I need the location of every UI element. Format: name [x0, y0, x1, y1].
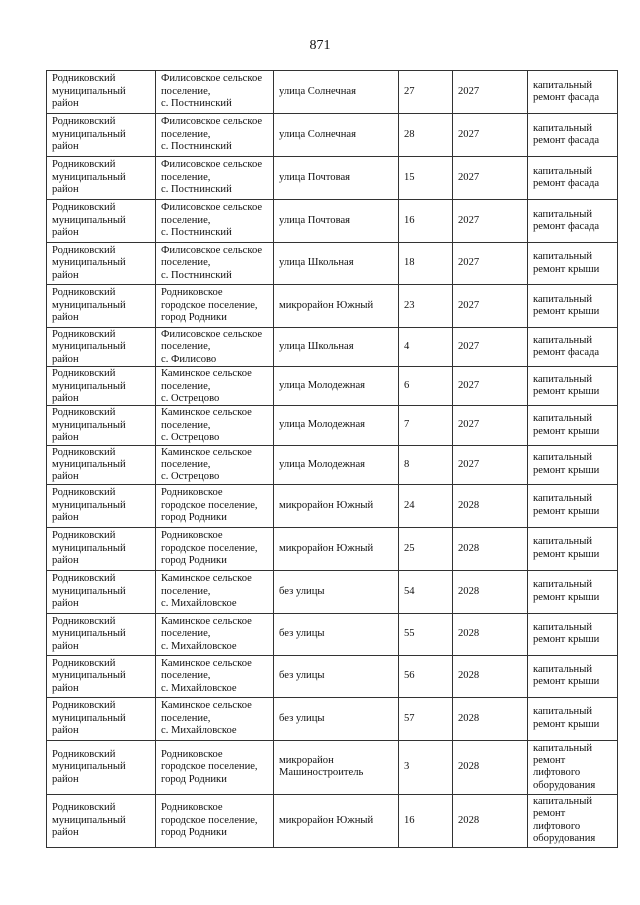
street-cell: без улицы — [274, 613, 399, 655]
work-type-cell: капитальный ремонт фасада — [528, 328, 618, 367]
street-cell: улица Школьная — [274, 328, 399, 367]
house-number-cell: 18 — [399, 243, 453, 285]
year-cell: 2028 — [453, 794, 528, 847]
work-type-cell: капитальный ремонт крыши — [528, 484, 618, 527]
street-cell: микрорайон Южный — [274, 794, 399, 847]
settlement-cell: Родниковское городское поселение, город Родники — [156, 285, 274, 328]
year-cell: 2027 — [453, 285, 528, 328]
work-type-cell: капитальный ремонт крыши — [528, 697, 618, 740]
work-type-cell: капитальный ремонт крыши — [528, 367, 618, 406]
settlement-cell: Каминское сельское поселение, с. Острецово — [156, 406, 274, 445]
table-row — [47, 655, 618, 697]
house-number-cell: 27 — [399, 71, 453, 114]
house-number-cell: 24 — [399, 484, 453, 527]
table-row — [47, 285, 618, 328]
year-cell: 2027 — [453, 406, 528, 445]
table-row — [47, 200, 618, 243]
house-number-cell: 7 — [399, 406, 453, 445]
street-cell: микрорайон Южный — [274, 527, 399, 570]
house-number-cell: 6 — [399, 367, 453, 406]
district-cell: Родниковский муниципальный район — [47, 243, 156, 285]
house-number-cell: 23 — [399, 285, 453, 328]
street-cell: улица Молодежная — [274, 406, 399, 445]
district-cell: Родниковский муниципальный район — [47, 740, 156, 794]
house-number-cell: 54 — [399, 570, 453, 613]
repair-schedule-table — [46, 70, 618, 848]
table-row — [47, 697, 618, 740]
table-row — [47, 114, 618, 157]
table-row — [47, 570, 618, 613]
district-cell: Родниковский муниципальный район — [47, 655, 156, 697]
table-row — [47, 328, 618, 367]
district-cell: Родниковский муниципальный район — [47, 613, 156, 655]
house-number-cell: 56 — [399, 655, 453, 697]
table-row — [47, 243, 618, 285]
year-cell: 2028 — [453, 527, 528, 570]
house-number-cell: 57 — [399, 697, 453, 740]
year-cell: 2027 — [453, 157, 528, 200]
work-type-cell: капитальный ремонт фасада — [528, 200, 618, 243]
house-number-cell: 28 — [399, 114, 453, 157]
year-cell: 2028 — [453, 697, 528, 740]
street-cell: микрорайон Южный — [274, 484, 399, 527]
settlement-cell: Родниковское городское поселение, город Родники — [156, 794, 274, 847]
table-row — [47, 740, 618, 794]
settlement-cell: Филисовское сельское поселение, с. Филисово — [156, 328, 274, 367]
settlement-cell: Родниковское городское поселение, город Родники — [156, 527, 274, 570]
table-row — [47, 406, 618, 445]
street-cell: без улицы — [274, 570, 399, 613]
settlement-cell: Каминское сельское поселение, с. Михайловское — [156, 570, 274, 613]
work-type-cell: капитальный ремонт лифтового оборудования — [528, 794, 618, 847]
year-cell: 2027 — [453, 243, 528, 285]
table-row — [47, 484, 618, 527]
page-number: 871 — [309, 38, 331, 53]
table-row — [47, 613, 618, 655]
settlement-cell: Филисовское сельское поселение, с. Постнинский — [156, 71, 274, 114]
work-type-cell: капитальный ремонт фасада — [528, 71, 618, 114]
year-cell: 2027 — [453, 328, 528, 367]
work-type-cell: капитальный ремонт крыши — [528, 655, 618, 697]
street-cell: микрорайон Южный — [274, 285, 399, 328]
street-cell: улица Школьная — [274, 243, 399, 285]
work-type-cell: капитальный ремонт крыши — [528, 243, 618, 285]
house-number-cell: 8 — [399, 445, 453, 484]
settlement-cell: Филисовское сельское поселение, с. Постнинский — [156, 243, 274, 285]
work-type-cell: капитальный ремонт крыши — [528, 527, 618, 570]
street-cell: улица Солнечная — [274, 114, 399, 157]
year-cell: 2028 — [453, 655, 528, 697]
year-cell: 2028 — [453, 613, 528, 655]
settlement-cell: Филисовское сельское поселение, с. Постнинский — [156, 157, 274, 200]
settlement-cell: Каминское сельское поселение, с. Михайловское — [156, 613, 274, 655]
settlement-cell: Каминское сельское поселение, с. Михайловское — [156, 655, 274, 697]
district-cell: Родниковский муниципальный район — [47, 484, 156, 527]
house-number-cell: 3 — [399, 740, 453, 794]
street-cell: улица Почтовая — [274, 200, 399, 243]
district-cell: Родниковский муниципальный район — [47, 114, 156, 157]
settlement-cell: Каминское сельское поселение, с. Острецово — [156, 367, 274, 406]
settlement-cell: Родниковское городское поселение, город Родники — [156, 740, 274, 794]
district-cell: Родниковский муниципальный район — [47, 328, 156, 367]
table-row — [47, 157, 618, 200]
district-cell: Родниковский муниципальный район — [47, 200, 156, 243]
settlement-cell: Каминское сельское поселение, с. Михайловское — [156, 697, 274, 740]
district-cell: Родниковский муниципальный район — [47, 570, 156, 613]
table-row — [47, 71, 618, 114]
table-row — [47, 527, 618, 570]
house-number-cell: 16 — [399, 794, 453, 847]
year-cell: 2028 — [453, 484, 528, 527]
work-type-cell: капитальный ремонт крыши — [528, 613, 618, 655]
house-number-cell: 25 — [399, 527, 453, 570]
district-cell: Родниковский муниципальный район — [47, 527, 156, 570]
district-cell: Родниковский муниципальный район — [47, 367, 156, 406]
district-cell: Родниковский муниципальный район — [47, 285, 156, 328]
street-cell: микрорайон Машиностроитель — [274, 740, 399, 794]
district-cell: Родниковский муниципальный район — [47, 71, 156, 114]
work-type-cell: капитальный ремонт фасада — [528, 157, 618, 200]
house-number-cell: 4 — [399, 328, 453, 367]
work-type-cell: капитальный ремонт фасада — [528, 114, 618, 157]
work-type-cell: капитальный ремонт крыши — [528, 570, 618, 613]
settlement-cell: Родниковское городское поселение, город Родники — [156, 484, 274, 527]
district-cell: Родниковский муниципальный район — [47, 794, 156, 847]
settlement-cell: Каминское сельское поселение, с. Острецово — [156, 445, 274, 484]
table-row — [47, 367, 618, 406]
district-cell: Родниковский муниципальный район — [47, 445, 156, 484]
year-cell: 2027 — [453, 114, 528, 157]
year-cell: 2027 — [453, 445, 528, 484]
settlement-cell: Филисовское сельское поселение, с. Постнинский — [156, 200, 274, 243]
house-number-cell: 16 — [399, 200, 453, 243]
year-cell: 2028 — [453, 740, 528, 794]
year-cell: 2027 — [453, 367, 528, 406]
district-cell: Родниковский муниципальный район — [47, 157, 156, 200]
work-type-cell: капитальный ремонт крыши — [528, 285, 618, 328]
work-type-cell: капитальный ремонт крыши — [528, 406, 618, 445]
street-cell: улица Молодежная — [274, 445, 399, 484]
district-cell: Родниковский муниципальный район — [47, 697, 156, 740]
house-number-cell: 55 — [399, 613, 453, 655]
house-number-cell: 15 — [399, 157, 453, 200]
street-cell: улица Молодежная — [274, 367, 399, 406]
work-type-cell: капитальный ремонт крыши — [528, 445, 618, 484]
year-cell: 2027 — [453, 200, 528, 243]
year-cell: 2028 — [453, 570, 528, 613]
settlement-cell: Филисовское сельское поселение, с. Постнинский — [156, 114, 274, 157]
table-row — [47, 445, 618, 484]
street-cell: улица Солнечная — [274, 71, 399, 114]
district-cell: Родниковский муниципальный район — [47, 406, 156, 445]
street-cell: без улицы — [274, 655, 399, 697]
year-cell: 2027 — [453, 71, 528, 114]
table-row — [47, 794, 618, 847]
work-type-cell: капитальный ремонт лифтового оборудования — [528, 740, 618, 794]
street-cell: улица Почтовая — [274, 157, 399, 200]
street-cell: без улицы — [274, 697, 399, 740]
